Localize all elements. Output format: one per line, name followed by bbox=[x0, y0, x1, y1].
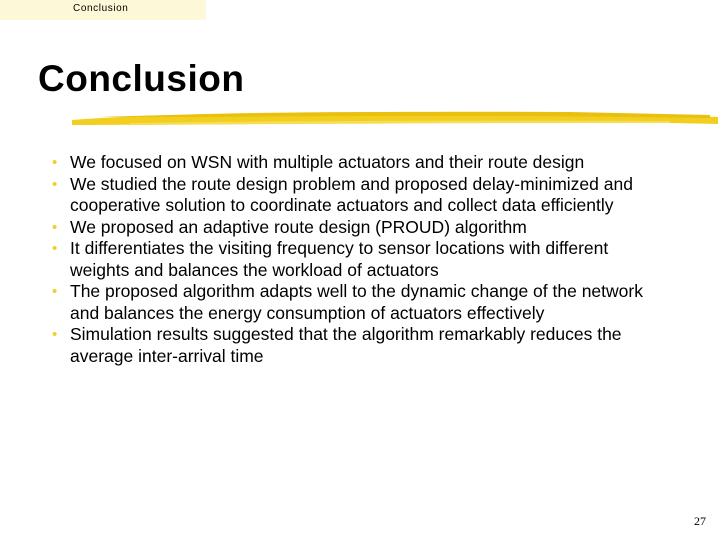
bullet-item bbox=[52, 281, 672, 324]
bullet-dot-icon: • bbox=[52, 218, 58, 236]
page-number: 27 bbox=[694, 514, 706, 528]
bullet-text: We focused on WSN with multiple actuators and their route design bbox=[70, 152, 585, 172]
bullet-item bbox=[52, 217, 672, 239]
bullet-item bbox=[52, 174, 672, 217]
header-tab bbox=[0, 0, 206, 20]
bullet-dot-icon: • bbox=[52, 175, 58, 193]
bullet-text: We proposed an adaptive route design (PROUD) algorithm bbox=[70, 216, 527, 237]
bullet-dot-icon: • bbox=[52, 154, 58, 171]
bullet-text: We studied the route design problem and proposed delay-minimized and cooperative solution to coordinate actuators and collect data efficiently bbox=[70, 173, 633, 215]
bullet-item bbox=[52, 324, 672, 367]
bullet-dot-icon: • bbox=[52, 326, 58, 343]
bullet-item bbox=[52, 238, 672, 281]
bullet-dot-icon: • bbox=[52, 283, 58, 300]
bullet-list bbox=[52, 152, 672, 367]
slide-title: Conclusion bbox=[38, 58, 245, 99]
header-tab-label: Conclusion bbox=[73, 3, 129, 14]
bullet-text: Simulation results suggested that the algorithm remarkably reduces the average inter-arrival time bbox=[70, 324, 622, 366]
bullet-text: It differentiates the visiting frequency to sensor locations with different weights and balances the workload of actuators bbox=[70, 238, 609, 280]
bullet-item bbox=[52, 152, 672, 174]
bullet-dot-icon: • bbox=[52, 240, 58, 257]
bullet-text: The proposed algorithm adapts well to the dynamic change of the network and balances the energy consumption of actuators effectively bbox=[70, 281, 643, 323]
title-underline-brush bbox=[70, 104, 720, 132]
